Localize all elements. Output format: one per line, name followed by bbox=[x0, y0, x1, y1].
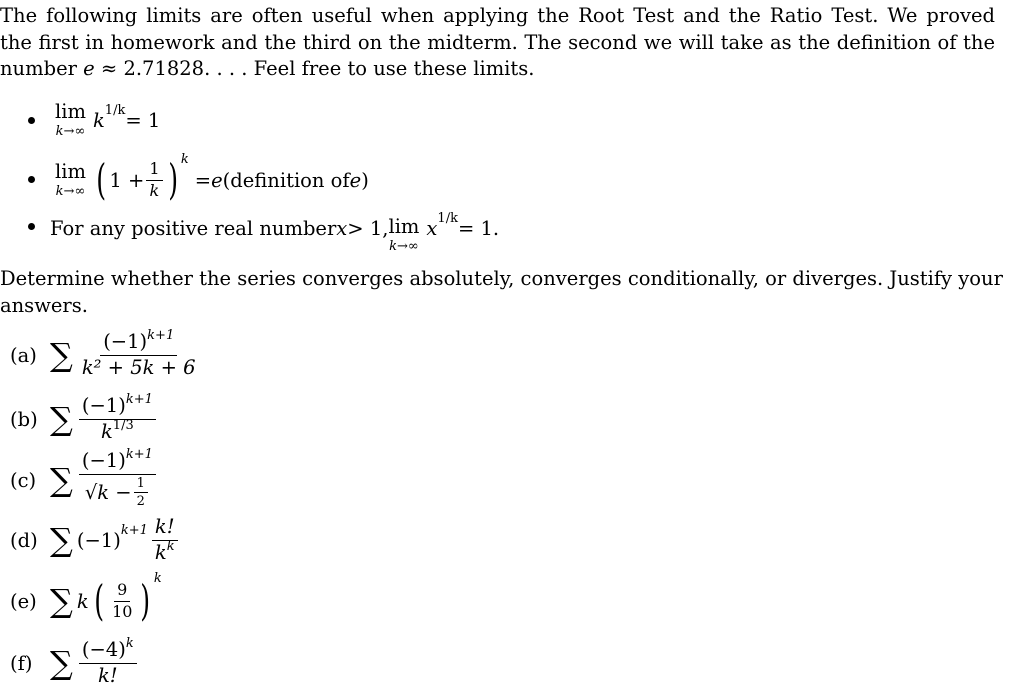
limit-operator: lim k→∞ bbox=[388, 215, 420, 254]
series-fraction: $\frac{(-1)^{k+1}}{\text{k² + 5k + 6}}$ bbox=[81, 328, 196, 379]
sigma-symbol: ∑ bbox=[50, 582, 73, 620]
series-fraction: $\frac{(-4)^k}{k!}$ bbox=[79, 640, 137, 686]
sigma-symbol: ∑ bbox=[50, 521, 73, 559]
bullet-icon bbox=[28, 117, 35, 124]
item-label: (d) bbox=[10, 528, 38, 552]
fraction-one-over-k: $\frac{1}{k}$ bbox=[146, 161, 162, 200]
series-item-a bbox=[10, 324, 201, 386]
item-label: (e) bbox=[10, 589, 37, 613]
limit-item-3: For any positive real number x > 1, lim k→∞ x $^{1/k}$ = 1. bbox=[0, 208, 499, 248]
sigma-symbol: ∑ bbox=[50, 644, 73, 682]
series-fraction: $\frac{k!}{k^k}$ bbox=[152, 517, 178, 563]
item-label: (f) bbox=[10, 651, 33, 675]
intro-line-1: The following limits are often useful when applying the Root Test and the Ratio Test. We proved bbox=[0, 4, 995, 27]
series-fraction: $(-1)^{k+1}$ √k − $\frac{1}{2}$ bbox=[79, 451, 156, 509]
series-item-d: (d) ∑ (−1) $^{k+1}$ $\frac{k!}{k^k}$ bbox=[10, 512, 180, 568]
limit-item-1: lim k→∞ k $^{1/k}$ = 1 bbox=[0, 100, 160, 140]
bullet-icon bbox=[28, 223, 35, 230]
series-fraction: $\frac{(-1)^{k+1}}{k^{1/3}}$ bbox=[79, 396, 156, 442]
limit-operator: lim k→∞ bbox=[55, 100, 86, 139]
series-item-f bbox=[10, 634, 139, 692]
intro-line-2: the first in homework and the third on the midterm. The second we will take as the definition of the bbox=[0, 30, 995, 54]
question-line-1: Determine whether the series converges absolutely, converges conditionally, or diverges. Justify your bbox=[0, 267, 1003, 290]
item-label: (c) bbox=[10, 468, 37, 492]
sigma-symbol: ∑ bbox=[50, 336, 73, 374]
question-paragraph bbox=[0, 266, 1003, 319]
series-item-e: (e) ∑ k ( $\frac{9}{10}$ ) $^k$ bbox=[10, 571, 162, 625]
intro-line-3: number e ≈ 2.71828. . . . Feel free to use these limits. bbox=[0, 57, 535, 80]
question-line-2: answers. bbox=[0, 293, 88, 317]
sigma-symbol: ∑ bbox=[50, 461, 73, 499]
item-label: (a) bbox=[10, 343, 37, 367]
sigma-symbol: ∑ bbox=[50, 400, 73, 438]
series-item-b bbox=[10, 390, 158, 448]
intro-paragraph bbox=[0, 3, 995, 83]
bullet-icon bbox=[28, 176, 35, 183]
item-label: (b) bbox=[10, 407, 38, 431]
series-fraction: $\frac{9}{10}$ bbox=[112, 579, 133, 621]
limit-item-2: lim k→∞ ( 1 + $\frac{1}{k}$ ) $^k$ = e (definition of e ) bbox=[0, 155, 369, 205]
half-fraction: $\frac{1}{2}$ bbox=[134, 477, 148, 509]
series-item-c bbox=[10, 449, 158, 511]
limit-operator: lim k→∞ bbox=[55, 160, 86, 199]
